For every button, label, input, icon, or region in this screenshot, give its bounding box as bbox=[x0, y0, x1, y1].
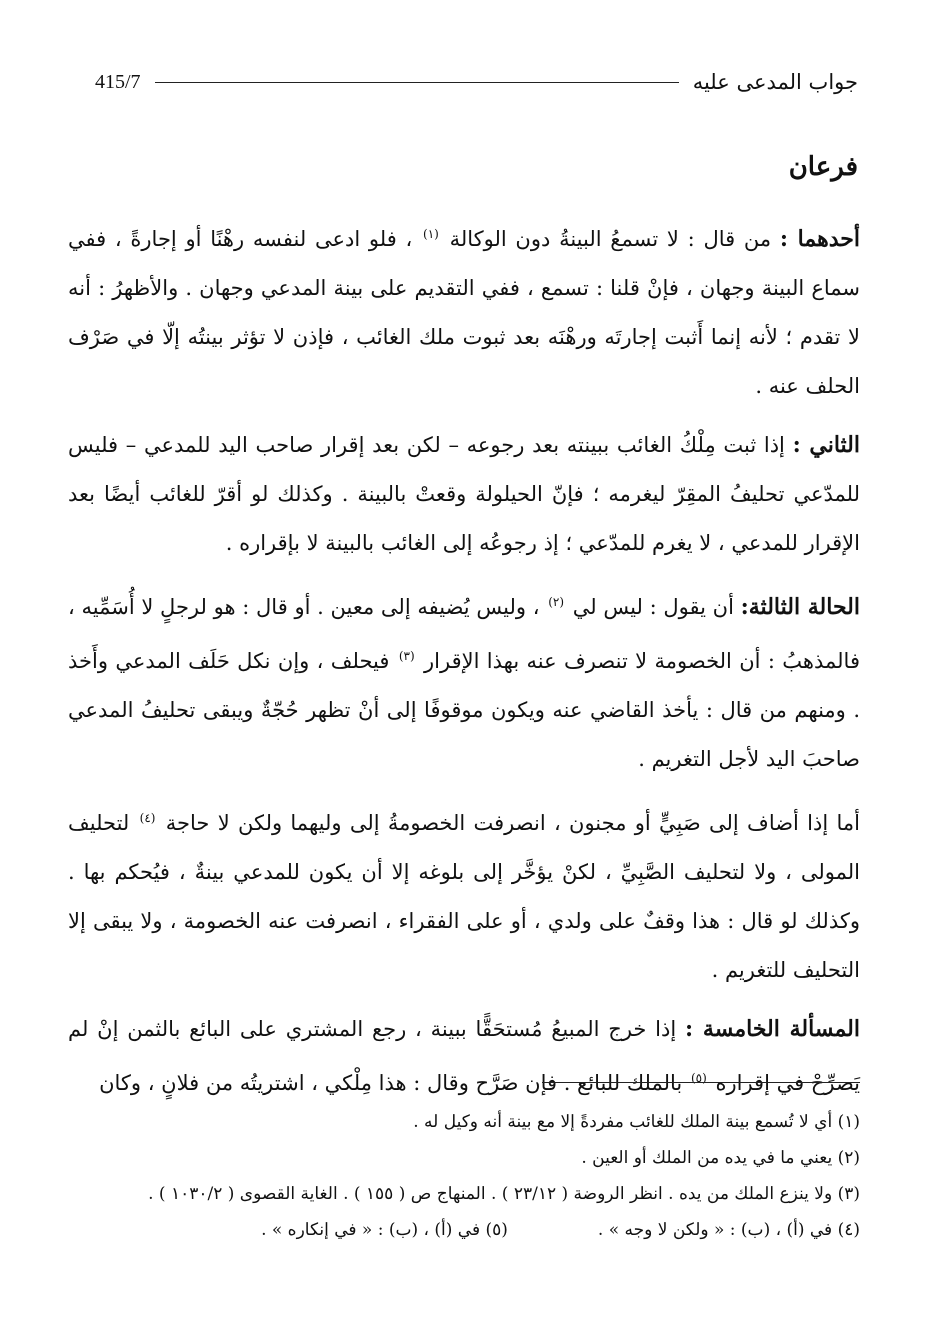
footnotes bbox=[68, 1104, 860, 1248]
page-number: 415/7 bbox=[95, 70, 141, 93]
footnote-3: (٣) ولا ينزع الملك من يده . انظر الروضة ( ٢٣/١٢ ) . المنهاج ص ( ١٥٥ ) . الغاية القصوى ( ١٠٣٠/٢ ) . bbox=[148, 1184, 860, 1204]
paragraph-text: فيحلف ، وإن نكل حَلَف المدعي وأَخذ . ومنهم من قال : يأخذ القاضي عنه ويكون موقوفًا إلى أنْ تظهر حُجّةٌ ويبقى تحليفُ المدعي صاحبَ اليد لأجل التغريم . bbox=[68, 649, 860, 771]
paragraph-second bbox=[68, 421, 860, 568]
paragraph-text: إذا ثبت مِلْكُ الغائب ببينته بعد رجوعه – لكن بعد إقرار صاحب اليد للمدعي – فليس للمدّعي تحليفُ المقِرّ ليغرمه ؛ فإنّ الحيلولة وقعتْ بالبينة . وكذلك لو أقرّ للغائب أيضًا بعد الإقرار للمدعي ، لا يغرم للمدّعي ؛ إذ رجوعُه إلى الغائب بالبينة لا بإقراره . bbox=[68, 433, 860, 555]
footnote-1: (١) أي لا تُسمع بينة الملك للغائب مفردةً إلا مع بينة أنه وكيل له . bbox=[413, 1112, 860, 1132]
footnote-2: (٢) يعني ما في يده من الملك أو العين . bbox=[581, 1148, 860, 1168]
running-title: جواب المدعى عليه bbox=[692, 70, 858, 94]
paragraph-third-case bbox=[68, 578, 860, 784]
footnote-marker: (٢) bbox=[548, 595, 565, 609]
page-header bbox=[95, 64, 858, 100]
footnote-4: (٤) في (أ) ، (ب) : « ولكن لا وجه » . bbox=[597, 1220, 860, 1240]
paragraph-lead: الثاني : bbox=[792, 432, 860, 458]
footnote-separator bbox=[542, 1082, 860, 1083]
paragraph-first bbox=[68, 210, 860, 411]
header-rule bbox=[155, 82, 679, 83]
paragraph-text: إذا خرج المبيعُ مُستحَقًّا ببينة ، رجع المشتري على البائع بالثمن إنْ لم يَصرِّحْ في إقراره bbox=[68, 1017, 860, 1095]
paragraph-text: ، فلو ادعى لنفسه رهْنًا أو إجارةً ، ففي سماع البينة وجهان ، فإنْ قلنا : تسمع ، ففي التقديم على بينة المدعي وجهان . والأظهرُ : أنه لا تقدم ؛ لأنه إنما أَثبت إجارتَه ورهْنَه بعد ثبوت ملك الغائب ، فإذن لا تؤثر بينتُه إلّا في صَرْف الحلف عنه . bbox=[68, 227, 860, 398]
footnote-gap bbox=[508, 1212, 598, 1248]
paragraph-lead: أحدهما : bbox=[779, 226, 860, 252]
paragraph-lead: المسألة الخامسة : bbox=[685, 1016, 860, 1042]
footnote-marker: (١) bbox=[423, 227, 439, 241]
paragraph-text: أما إذا أضاف إلى صَبِيٍّ أو مجنون ، انصرفت الخصومةُ إلى وليهما ولكن لا حاجة bbox=[165, 811, 860, 835]
footnote-5: (٥) في (أ) ، (ب) : « في إنكاره » . bbox=[261, 1220, 508, 1240]
paragraph-text: أن يقول : ليس لي bbox=[572, 595, 734, 619]
paragraph-fifth-issue bbox=[68, 1005, 860, 1108]
body-text bbox=[68, 210, 860, 1118]
paragraph-text: من قال : لا تسمعُ البينةُ دون الوكالة bbox=[449, 227, 772, 251]
footnote-row-4-5 bbox=[68, 1212, 860, 1248]
footnote-marker: (٤) bbox=[139, 811, 156, 825]
footnote-marker: (٥) bbox=[690, 1071, 707, 1085]
paragraph-text: لتحليف المولى ، ولا لتحليف الصَّبِيِّ ، لكنْ يؤخَّر إلى بلوغه إلا أن يكون للمدعي بينةٌ ، فيُحكم بها . وكذلك لو قال : هذا وقفٌ على ولدي ، أو على الفقراء ، انصرفت عنه الخصومة ، ولا يبقى إلا التحليف للتغريم . bbox=[68, 811, 860, 982]
paragraph-minor bbox=[68, 794, 860, 995]
paragraph-lead: الحالة الثالثة: bbox=[740, 594, 860, 620]
paragraph-text: بالملك للبائع . فإن صَرَّح وقال : هذا مِلْكي ، اشتريتُه من فلانٍ ، وكان bbox=[99, 1071, 683, 1095]
section-heading: فرعان bbox=[788, 152, 858, 182]
footnote-marker: (٣) bbox=[398, 649, 415, 663]
paragraph-text: ، وليس يُضيفه إلى معين . أو قال : هو لرجلٍ لا أُسَمِّيه ، فالمذهبُ : أن الخصومة لا تنصرف عنه بهذا الإقرار bbox=[68, 595, 860, 673]
